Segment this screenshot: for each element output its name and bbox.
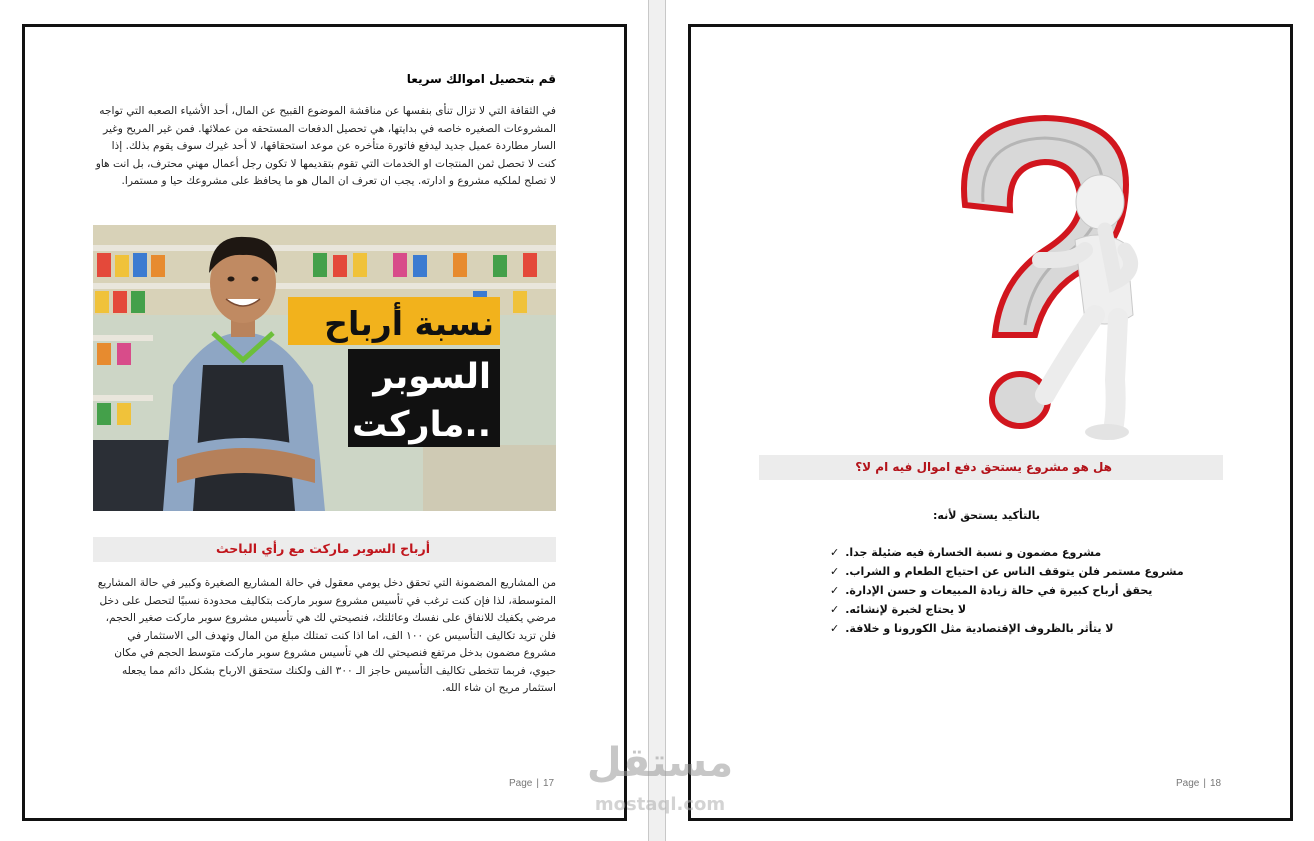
worth-investing-ribbon — [759, 455, 1223, 480]
footer-page-number: 18 — [1209, 778, 1222, 789]
list-item — [830, 543, 1202, 562]
page-18-footer — [1176, 778, 1221, 789]
check-icon: ✓ — [830, 546, 840, 559]
supermarket-profit-paragraph: من المشاريع المضمونة التي تحقق دخل يومي معقول في حالة المشاريع الصغيرة وكبير في حالة المشاريع المتوسطة، لذا فإن كنت ترغب في تأسيس مشروع سوبر ماركت بتكاليف محدودة نسبيًا لتحصل على دخل مرضي يكفيك للانفاق على نفسك وعائلتك، فنصيحتي لك هي تأسيس مشروع سوبر ماركت صغير الحجم، فلن تزيد تكاليف التأسيس عن ١٠٠ الف، اما اذا كنت تمتلك مبلغ من المال وتهدف الى الاستثمار في مشروع مضمون بدخل مرتفع فنصيحتي لك هي تأسيس مشروع سوبر ماركت متوسط الحجم في مكان حيوي، فربما تتخطى تكاليف التأسيس حاجز الـ ٣٠٠ الف ولكنك ستحقق الارباح بشكل دائم مما يجعله استثمار مريح ان شاء الله. — [97, 577, 556, 694]
check-icon: ✓ — [830, 622, 840, 635]
list-item — [830, 619, 1202, 638]
watermark-logo-text: مستقل — [586, 740, 734, 786]
reasons-list — [830, 543, 1202, 638]
supermarket-profit-title: أرباح السوبر ماركت مع رأي الباحث — [215, 541, 430, 556]
worth-investing-title: هل هو مشروع يستحق دفع اموال فيه ام لا؟ — [855, 460, 1112, 474]
headline-line-2: السوبر — [373, 357, 491, 397]
list-item — [830, 562, 1202, 581]
supermarket-profit-image — [93, 225, 556, 511]
check-icon: ✓ — [830, 565, 840, 578]
supermarket-illustration — [93, 225, 556, 511]
headline-line-3: ماركت.. — [352, 405, 491, 445]
watermark-domain: mostaql.com — [594, 794, 726, 815]
footer-separator: | — [1203, 778, 1206, 789]
list-item-text: يحقق أرباح كبيرة في حالة زيادة المبيعات و حسن الإدارة. — [845, 584, 1153, 597]
footer-page-number: 17 — [542, 778, 555, 789]
question-mark-figure-image — [935, 110, 1175, 445]
page-17-footer — [509, 778, 554, 789]
footer-page-label: Page — [509, 778, 533, 789]
supermarket-profit-ribbon — [93, 537, 556, 562]
list-item-text: لا يتأثر بالظروف الإقتصادية مثل الكورونا و خلافة. — [845, 622, 1114, 635]
worth-investing-intro: بالتأكيد يستحق لأنه: — [933, 509, 1040, 522]
check-icon: ✓ — [830, 603, 840, 616]
collect-money-paragraph: في الثقافة التي لا تزال تنأى بنفسها عن مناقشة الموضوع القبيح عن المال، أحد الأشياء الصعبه التي تواجه المشروعات الصغيره خاصه في بدايتها، هي تحصيل الدفعات المستحقه من عملائها. فمن غير المريح وغير السار مطاردة عميل جديد ليدفع فاتورة متأخره عن موعد استحقاقها، لا أحد غيرك سوف يقوم بذلك. إذا كنت لا تحصل ثمن المنتجات او الخدمات التي تقوم بتقديمها لا تكون رجل أعمال مهني محترف، بل انت هاو لا تصلح لملكيه مشروع و ادارته. يجب ان تعرف ان المال هو ما يحافظ على مشروعك حيا و مستمرا. — [95, 105, 556, 187]
check-icon: ✓ — [830, 584, 840, 597]
list-item — [830, 600, 1202, 619]
list-item-text: مشروع مضمون و نسبة الخسارة فيه ضئيلة جدا. — [845, 546, 1102, 559]
white-3d-person — [1040, 175, 1133, 440]
list-item-text: لا يحتاج لخبرة لإنشائه. — [845, 603, 967, 616]
question-mark-illustration — [935, 110, 1175, 445]
list-item-text: مشروع مستمر فلن يتوقف الناس عن احتياج الطعام و الشراب. — [845, 565, 1184, 578]
footer-separator: | — [536, 778, 539, 789]
page-gutter — [648, 0, 666, 841]
list-item — [830, 581, 1202, 600]
collect-money-heading: قم بتحصيل اموالك سريعا — [406, 72, 556, 86]
mostaql-watermark — [575, 740, 745, 818]
headline-line-1: نسبة أرباح — [324, 304, 494, 343]
footer-page-label: Page — [1176, 778, 1200, 789]
